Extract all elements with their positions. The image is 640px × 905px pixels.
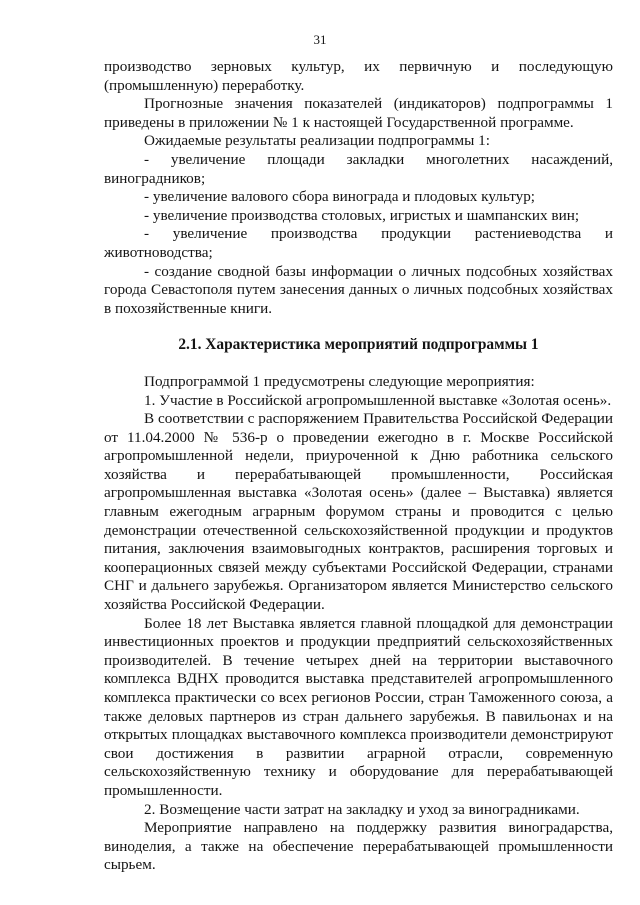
- paragraph-expected-results: Ожидаемые результаты реализации подпрограммы 1:: [144, 132, 490, 150]
- document-body: [104, 58, 613, 875]
- paragraph-continuation: производство зерновых культур, их первичную и последующую (промышленную) переработку.: [104, 58, 613, 94]
- list-item-database: - создание сводной базы информации о личных подсобных хозяйствах города Севастополя путем занесения данных о личных подсобных хозяйствах в похозяйственные книги.: [104, 262, 613, 317]
- paragraph-measure-2: 2. Возмещение части затрат на закладку и уход за виноградниками.: [144, 800, 580, 818]
- paragraph-exhibition-history: Более 18 лет Выставка является главной площадкой для демонстрации инвестиционных проектов и продукции предприятий сельскохозяйственных производителей. В течение четырех дней на территории выставочного комплекса ВДНХ проводится выставка представителей агропромышленного комплекса практически со всех регионов России, стран Таможенного союза, а также деловых партнеров из стран дальнего зарубежья. В павильонах и на открытых площадках выставочного комплекса производители демонстрируют свои достижения в развитии аграрной отрасли, современную сельскохозяйственную технику и оборудование для перерабатывающей промышленности.: [104, 614, 613, 799]
- paragraph-measure-1: 1. Участие в Российской агропромышленной выставке «Золотая осень».: [144, 391, 612, 409]
- page-number: 31: [313, 32, 327, 47]
- list-item-vineyards: - увеличение площади закладки многолетних насаждений, виноградников;: [104, 150, 613, 187]
- paragraph-indicators: Прогнозные значения показателей (индикаторов) подпрограммы 1 приведены в приложении № 1 к настоящей Государственной программе.: [104, 95, 613, 131]
- section-heading: 2.1. Характеристика мероприятий подпрограммы 1: [178, 336, 539, 354]
- list-item-grape-harvest: - увеличение валового сбора винограда и плодовых культур;: [144, 188, 536, 206]
- paragraph-measures-intro: Подпрограммой 1 предусмотрены следующие мероприятия:: [144, 372, 535, 390]
- paragraph-viticulture-support: Мероприятие направлено на поддержку развития виноградарства, виноделия, а также на обеспечение перерабатывающей промышленности сырьем.: [104, 819, 613, 874]
- paragraph-exhibition-decree: В соответствии с распоряжением Правительства Российской Федерации от 11.04.2000 № 536-р о проведении ежегодно в г. Москве Российской агропромышленной недели, приуроченной к Дню работника сельского хозяйства и перерабатывающей промышленности, Российская агропромышленная выставка «Золотая осень» (далее – Выставка) является главным ежегодным аграрным форумом страны и проводится с целью демонстрации отечественной сельскохозяйственной продукции и продуктов питания, заключения взаимовыгодных контрактов, расширения торговых и кооперационных связей между субъектами Российской Федерации, странами СНГ и дальнего зарубежья. Организатором является Министерство сельского хозяйства Российской Федерации.: [104, 410, 613, 614]
- list-item-crop-livestock: - увеличение производства продукции растениеводства и животноводства;: [104, 225, 613, 261]
- list-item-wine-production: - увеличение производства столовых, игристых и шампанских вин;: [144, 206, 580, 224]
